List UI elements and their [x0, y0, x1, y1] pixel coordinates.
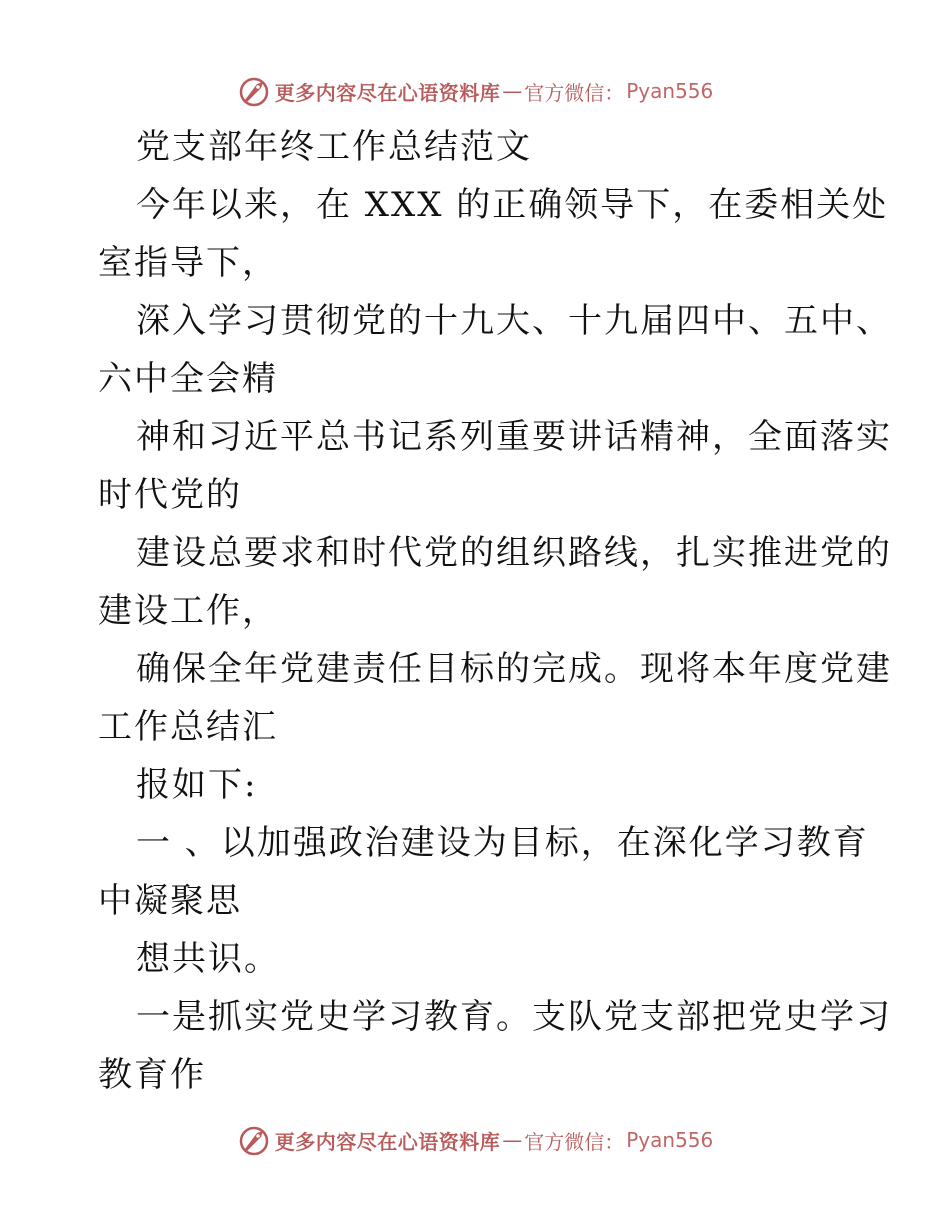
text-line: 想共识。 — [136, 939, 280, 979]
text-line: 建设工作， — [98, 591, 278, 631]
pen-nib-icon — [237, 1123, 271, 1157]
text-line: 工作总结汇 — [98, 707, 278, 747]
text-line: 深入学习贯彻党的十九大、十九届四中、五中、 — [136, 301, 892, 341]
text-line: 教育作 — [98, 1055, 206, 1095]
text-line: 一是抓实党史学习教育。支队党支部把党史学习 — [136, 997, 892, 1037]
watermark-separator: — — [502, 79, 523, 103]
header-watermark — [0, 71, 950, 111]
text-line: 中凝聚思 — [98, 881, 242, 921]
footer-watermark — [0, 1120, 950, 1160]
section-heading: 一 、以加强政治建设为目标，在深化学习教育 — [136, 823, 869, 863]
document-body — [98, 118, 892, 1104]
watermark-text: 更多内容尽在心语资料库 — [274, 1129, 501, 1154]
watermark-separator: — — [502, 1128, 523, 1152]
watermark-label: 官方微信： — [524, 1129, 625, 1154]
text-line: 神和习近平总书记系列重要讲话精神，全面落实 — [136, 417, 892, 457]
text-line: 建设总要求和时代党的组织路线，扎实推进党的 — [136, 533, 892, 573]
text-line: 报如下: — [136, 765, 258, 805]
text-line: 室指导下， — [98, 243, 278, 283]
watermark-account: Pyan556 — [626, 1128, 714, 1152]
pen-nib-icon — [237, 74, 271, 108]
watermark-text: 更多内容尽在心语资料库 — [274, 80, 501, 105]
text-line: 六中全会精 — [98, 359, 278, 399]
watermark-account: Pyan556 — [626, 79, 714, 103]
document-title: 党支部年终工作总结范文 — [136, 127, 532, 167]
text-line: 时代党的 — [98, 475, 242, 515]
watermark-label: 官方微信： — [524, 80, 625, 105]
text-line: 今年以来，在 XXX 的正确领导下，在委相关处 — [136, 185, 889, 225]
text-line: 确保全年党建责任目标的完成。现将本年度党建 — [136, 649, 892, 689]
